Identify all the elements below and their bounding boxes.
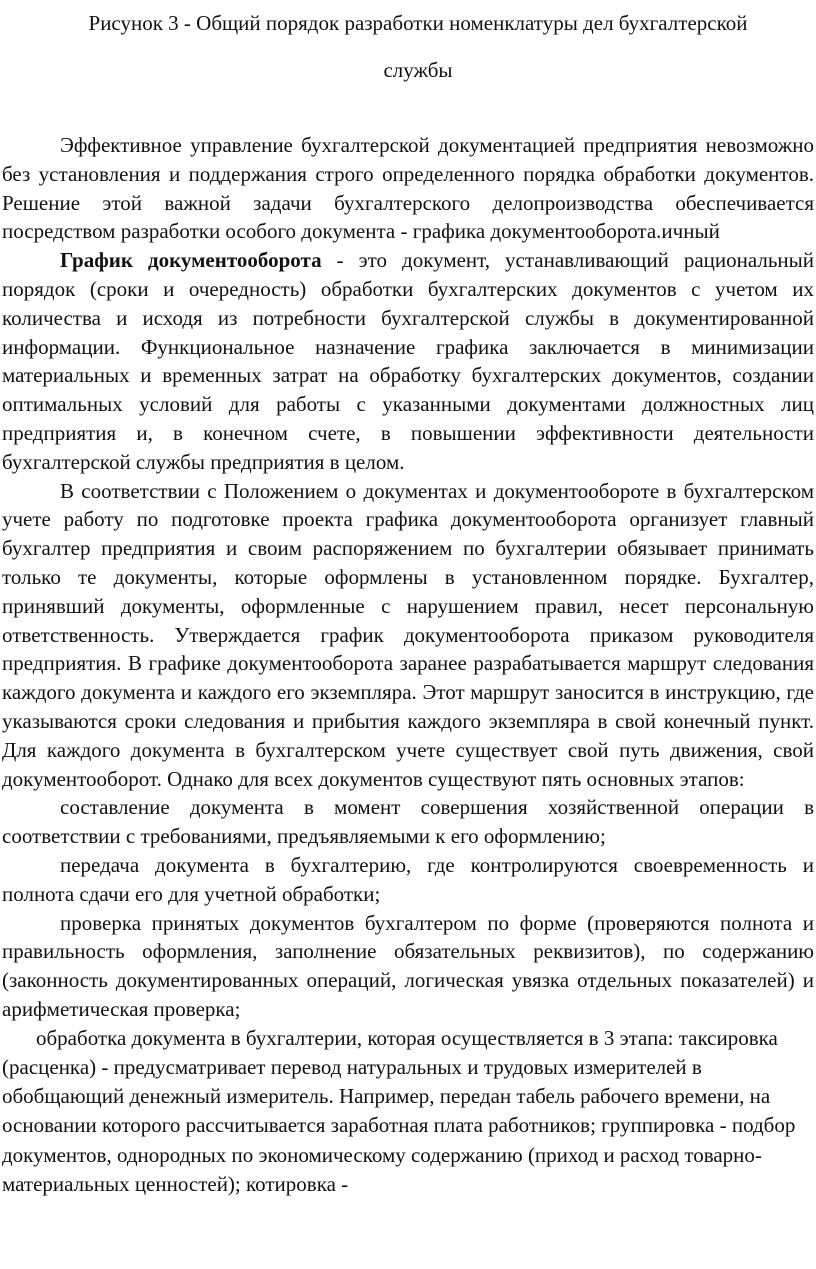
paragraph-intro: Эффективное управление бухгалтерской документацией предприятия невозможно без установления и поддержания строго определенного порядка обработки документов. Решение этой важной задачи бухгалтерского делопроизводства обеспечивается посредством разработки особого документа - графика документооборота.ичный xyxy=(2,133,814,244)
stage-item-4: обработка документа в бухгалтерии, которая осуществляется в 3 этапа: таксировка (расценка) - предусматривает перевод натуральных и трудовых измерителей в обобщающий денежный измеритель. Например, передан табель рабочего времени, на основании которого рассчитывается заработная плата работников; группировка - подбор документов, однородных по экономическому содержанию (приход и расход товарно-материальных ценностей); котировка - xyxy=(2,1025,796,1196)
document-body xyxy=(2,131,814,1199)
paragraph-definition xyxy=(2,246,814,476)
stage-item-1: составление документа в момент совершения хозяйственной операции в соответствии с требованиями, предъявляемыми к его оформлению; xyxy=(2,795,814,849)
defined-term: График документооборота xyxy=(60,248,322,273)
caption-line-1: Рисунок 3 - Общий порядок разработки номенклатуры дел бухгалтерской xyxy=(88,11,748,35)
figure-caption xyxy=(2,0,814,94)
paragraph-regulation: В соответствии с Положением о документах и документообороте в бухгалтерском учете работу по подготовке проекта графика документооборота организует главный бухгалтер предприятия и своим распоряжением по бухгалтерии обязывает принимать только те документы, которые оформлены в установленном порядке. Бухгалтер, принявший документы, оформленные с нарушением правил, несет персональную ответственность. Утверждается график документооборота приказом руководителя предприятия. В графике документооборота заранее разрабатывается маршрут следования каждого документа и каждого его экземпляра. Этот маршрут заносится в инструкцию, где указываются сроки следования и прибытия каждого экземпляра в свой конечный пункт. Для каждого документа в бухгалтерском учете существует свой путь движения, свой документооборот. Однако для всех документов существуют пять основных этапов: xyxy=(2,478,814,791)
stage-item-2: передача документа в бухгалтерию, где контролируются своевременность и полнота сдачи его для учетной обработки; xyxy=(2,852,814,906)
stage-item-3: проверка принятых документов бухгалтером по форме (проверяются полнота и правильность оформления, заполнение обязательных реквизитов), по содержанию (законность документированных операций, логическая увязка отдельных показателей) и арифметическая проверка; xyxy=(2,910,814,1021)
caption-line-2: службы xyxy=(383,58,453,82)
definition-text: - это документ, устанавливающий рациональный порядок (сроки и очередность) обработки бухгалтерских документов с учетом их количества и исходя из потребности бухгалтерской службы в документированной информации. Функциональное назначение графика заключается в минимизации материальных и временных затрат на обработку бухгалтерских документов, создании оптимальных условий для работы с указанными документами должностных лиц предприятия и, в конечном счете, в повышении эффективности деятельности бухгалтерской службы предприятия в целом. xyxy=(2,248,815,474)
